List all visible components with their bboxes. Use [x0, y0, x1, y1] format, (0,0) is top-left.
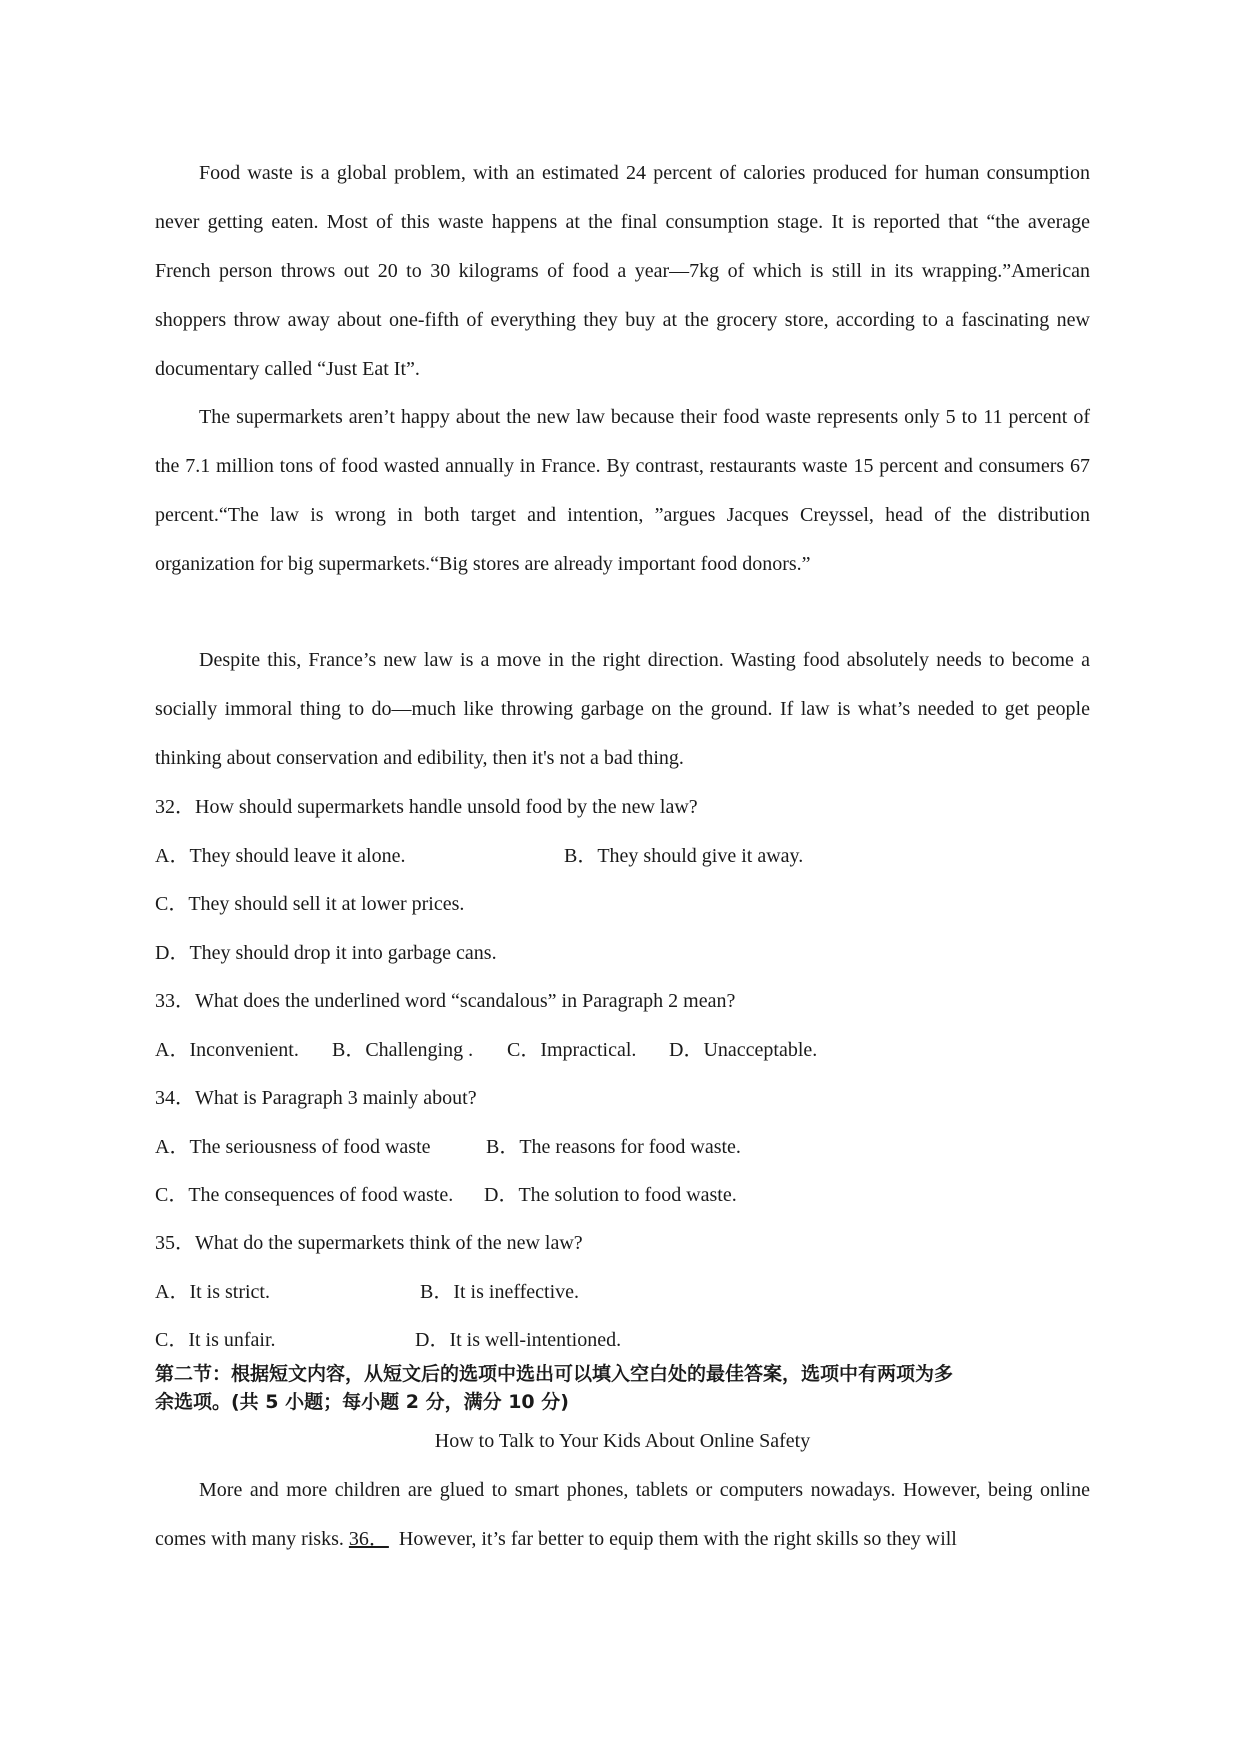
question-33-option-a: A．Inconvenient. [155, 1039, 299, 1061]
section-2-instruction-line-1: 第二节：根据短文内容，从短文后的选项中选出可以填入空白处的最佳答案，选项中有两项为多 [155, 1363, 954, 1385]
article-paragraph-1-text-b: However, it’s far better to equip them with the right skills so they will [398, 1528, 957, 1550]
article-paragraph-1-text-a: More and more children are glued to smart phones, tablets or computers nowadays. However, being online comes with many risks. [155, 1479, 1090, 1550]
question-34-option-d: D．The solution to food waste. [484, 1184, 737, 1206]
passage-paragraph-1: Food waste is a global problem, with an estimated 24 percent of calories produced for human consumption never getting eaten. Most of this waste happens at the final consumption stage. It is reported that “the average French person throws out 20 to 30 kilograms of food a year—7kg of which is still in its wrapping.”American shoppers throw away about one-fifth of everything they buy at the grocery store, according to a fascinating new documentary called “Just Eat It”. [155, 162, 1090, 380]
question-33-option-c: C．Impractical. [507, 1039, 637, 1061]
passage-paragraph-3: Despite this, France’s new law is a move in the right direction. Wasting food absolutely needs to become a socially immoral thing to do—much like throwing garbage on the ground. If law is what’s needed to get people thinking about conservation and edibility, then it's not a bad thing. [155, 649, 1090, 769]
question-34-option-c: C．The consequences of food waste. [155, 1184, 454, 1206]
article-paragraph-1 [155, 1466, 1090, 1564]
question-35-option-d: D．It is well-intentioned. [415, 1329, 622, 1351]
article-title: How to Talk to Your Kids About Online Safety [434, 1430, 811, 1452]
question-35-option-b: B．It is ineffective. [420, 1281, 580, 1303]
blank-36: 36． [348, 1528, 389, 1550]
section-2-instruction-line-2: 余选项。(共 5 小题；每小题 2 分，满分 10 分) [155, 1391, 569, 1413]
question-32-stem: 32．How should supermarkets handle unsold food by the new law? [155, 796, 698, 818]
question-34-stem: 34．What is Paragraph 3 mainly about? [155, 1087, 477, 1109]
question-34-option-a: A．The seriousness of food waste [155, 1136, 431, 1158]
question-33-option-d: D．Unacceptable. [669, 1039, 818, 1061]
question-35-stem: 35．What do the supermarkets think of the new law? [155, 1232, 583, 1254]
section-2-instruction [155, 1360, 1090, 1416]
passage-paragraph-2: The supermarkets aren’t happy about the new law because their food waste represents only 5 to 11 percent of the 7.1 million tons of food wasted annually in France. By contrast, restaurants waste 15 percent and consumers 67 percent.“The law is wrong in both target and intention, ”argues Jacques Creyssel, head of the distribution organization for big supermarkets.“Big stores are already important food donors.” [155, 406, 1090, 575]
question-35-option-a: A．It is strict. [155, 1281, 270, 1303]
question-34-option-b: B．The reasons for food waste. [486, 1136, 741, 1158]
question-32-option-c: C．They should sell it at lower prices. [155, 893, 465, 915]
question-35-option-c: C．It is unfair. [155, 1329, 276, 1351]
question-33-stem: 33．What does the underlined word “scandalous” in Paragraph 2 mean? [155, 990, 736, 1012]
question-32-option-a: A．They should leave it alone. [155, 845, 406, 867]
question-32-option-d: D．They should drop it into garbage cans. [155, 942, 497, 964]
question-32-option-b: B．They should give it away. [564, 845, 804, 867]
question-33-option-b: B．Challenging . [332, 1039, 474, 1061]
